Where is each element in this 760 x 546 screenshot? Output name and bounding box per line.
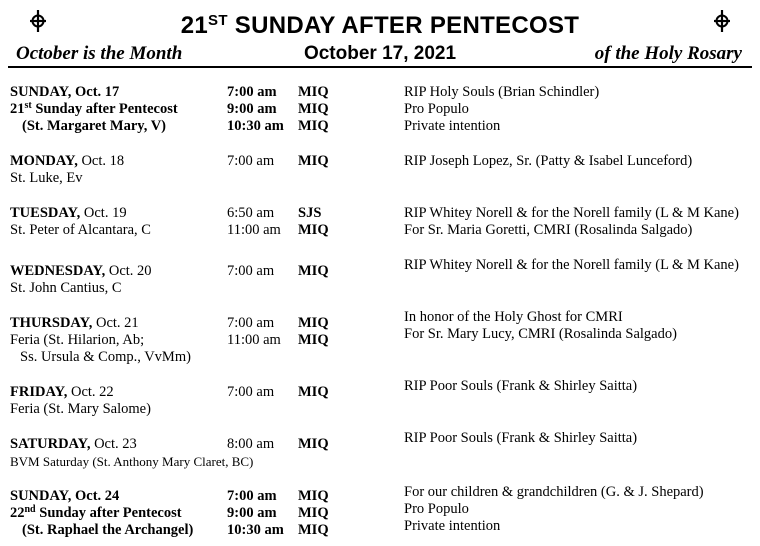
- mass-time: 10:30 am: [227, 118, 284, 134]
- feast-commemoration: (St. Raphael the Archangel): [22, 522, 194, 538]
- mass-intention: Pro Populo: [404, 101, 469, 117]
- celebrant-code: MIQ: [298, 505, 329, 521]
- day-label: TUESDAY, Oct. 19: [10, 205, 127, 221]
- mass-intention: RIP Poor Souls (Frank & Shirley Saitta): [404, 378, 638, 394]
- mass-time: 9:00 am: [227, 505, 277, 521]
- mass-time: 11:00 am: [227, 332, 281, 348]
- celebrant-code: MIQ: [298, 84, 329, 100]
- mass-time: 9:00 am: [227, 101, 277, 117]
- celebrant-code: MIQ: [298, 332, 329, 348]
- feast-label: Feria (St. Hilarion, Ab;: [10, 332, 145, 348]
- feast-label: St. John Cantius, C: [10, 280, 122, 296]
- celebrant-code: MIQ: [298, 315, 329, 331]
- mass-time: 7:00 am: [227, 84, 277, 100]
- day-label: FRIDAY, Oct. 22: [10, 384, 114, 400]
- feast-label: 22nd Sunday after Pentecost: [10, 504, 182, 521]
- feast-label: 21st Sunday after Pentecost: [10, 100, 178, 117]
- mass-intention: For Sr. Mary Lucy, CMRI (Rosalinda Salgado): [404, 326, 677, 342]
- feast-label: St. Luke, Ev: [10, 170, 83, 186]
- celebrant-code: MIQ: [298, 488, 329, 504]
- feast-commemoration: (St. Margaret Mary, V): [22, 118, 167, 134]
- celebrant-code: MIQ: [298, 436, 329, 452]
- mass-intention: For our children & grandchildren (G. & J. Shepard): [404, 484, 704, 500]
- day-label: MONDAY, Oct. 18: [10, 153, 125, 169]
- mass-time: 7:00 am: [227, 384, 275, 400]
- mass-time: 10:30 am: [227, 522, 284, 538]
- page-title: 21ST SUNDAY AFTER PENTECOST: [180, 12, 580, 39]
- mass-time: 7:00 am: [227, 315, 275, 331]
- mass-intention: RIP Whitey Norell & for the Norell family (L & M Kane): [404, 257, 739, 273]
- feast-label: Feria (St. Mary Salome): [10, 401, 151, 417]
- celebrant-code: MIQ: [298, 118, 329, 134]
- day-label: SUNDAY, Oct. 24: [10, 488, 120, 504]
- celebrant-code: SJS: [298, 205, 322, 221]
- celebrant-code: MIQ: [298, 222, 329, 238]
- day-label: SATURDAY, Oct. 23: [10, 436, 137, 452]
- day-label: SUNDAY, Oct. 17: [10, 84, 120, 100]
- celebrant-code: MIQ: [298, 384, 329, 400]
- mass-intention: RIP Joseph Lopez, Sr. (Patty & Isabel Lunceford): [404, 153, 693, 169]
- celebrant-code: MIQ: [298, 101, 329, 117]
- mass-intention: RIP Poor Souls (Frank & Shirley Saitta): [404, 430, 638, 446]
- month-dedication-left: October is the Month: [16, 43, 183, 64]
- mass-intention: RIP Holy Souls (Brian Schindler): [404, 84, 600, 100]
- celebrant-code: MIQ: [298, 522, 329, 538]
- feast-label: St. Peter of Alcantara, C: [10, 222, 151, 238]
- mass-intention: RIP Whitey Norell & for the Norell family (L & M Kane): [404, 205, 739, 221]
- day-label: THURSDAY, Oct. 21: [10, 315, 139, 331]
- title-ordinal-suffix: ST: [208, 12, 228, 29]
- mass-time: 11:00 am: [227, 222, 281, 238]
- mass-time: 7:00 am: [227, 153, 275, 169]
- mass-time: 8:00 am: [227, 436, 275, 452]
- month-dedication-right: of the Holy Rosary: [594, 43, 742, 64]
- celebrant-code: MIQ: [298, 263, 329, 279]
- mass-time: 6:50 am: [227, 205, 275, 221]
- bulletin-date: October 17, 2021: [303, 43, 457, 64]
- mass-intention: Private intention: [404, 118, 501, 134]
- celebrant-code: MIQ: [298, 153, 329, 169]
- day-label: WEDNESDAY, Oct. 20: [10, 263, 152, 279]
- mass-intention: For Sr. Maria Goretti, CMRI (Rosalinda Salgado): [404, 222, 693, 238]
- mass-time: 7:00 am: [227, 488, 277, 504]
- mass-intention: In honor of the Holy Ghost for CMRI: [404, 309, 623, 325]
- feast-commemoration: Ss. Ursula & Comp., VvMm): [20, 349, 191, 365]
- mass-intention: Private intention: [404, 518, 501, 534]
- mass-time: 7:00 am: [227, 263, 275, 279]
- mass-intention: Pro Populo: [404, 501, 469, 517]
- header-divider: [8, 66, 752, 68]
- feast-label: BVM Saturday (St. Anthony Mary Claret, BC): [10, 454, 254, 469]
